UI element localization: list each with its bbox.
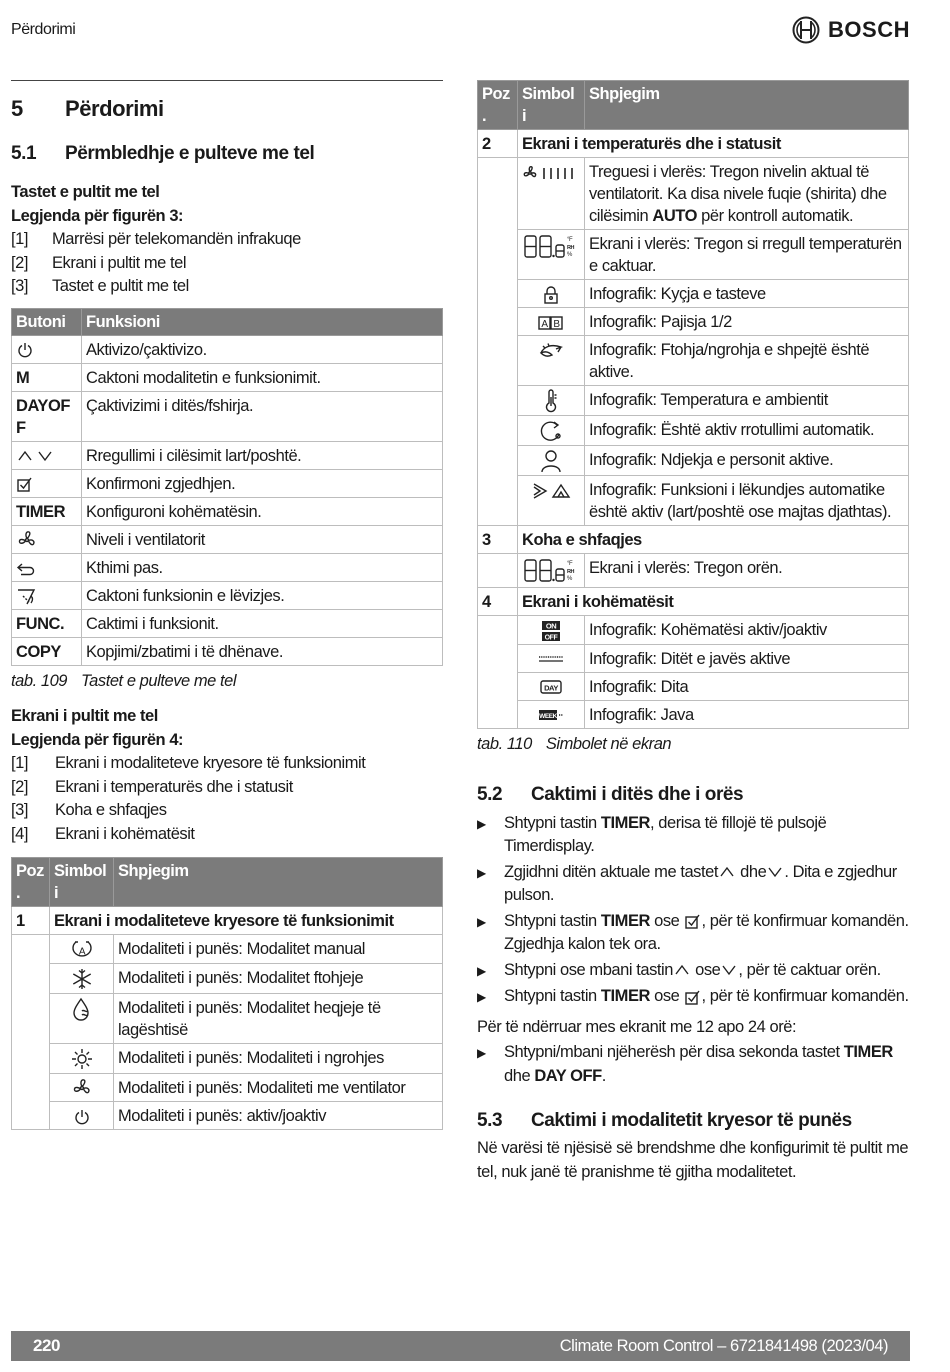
explanation-cell: Infografik: Funksioni i lëkundjes automatike është aktiv (lart/poshtë ose majtas djathtas). [585, 476, 909, 526]
function-cell: Rregullimi i cilësimit lart/poshtë. [82, 441, 443, 469]
thermometer-icon [543, 391, 559, 409]
explanation-cell: Infografik: Ditët e javës aktive [585, 644, 909, 672]
bullet-arrow-icon: ▶ [477, 990, 486, 1005]
left-column [11, 92, 443, 1130]
explanation-cell: Ekrani i vlerës: Tregon orën. [585, 554, 909, 588]
button-cell: FUNC. [12, 610, 82, 638]
bullet-text [504, 1041, 909, 1088]
text: , për të konfirmuar komandën. [701, 987, 909, 1006]
symbol-cell [518, 230, 585, 280]
back-arrow-icon [16, 559, 36, 577]
text: ose [690, 960, 721, 979]
right-column [477, 80, 909, 1184]
auto-mode-icon [70, 940, 94, 958]
instructions-list [477, 812, 909, 1010]
table-row [12, 963, 443, 993]
svg-text:WEEK: WEEK [539, 713, 557, 721]
explanation-cell: Modaliteti i punës: Modalitet ftohjeje [114, 963, 443, 993]
table-row [12, 391, 443, 441]
svg-text:B: B [553, 318, 560, 330]
display-legend [11, 752, 443, 846]
key-name: TIMER [843, 1043, 893, 1062]
bullet-text [504, 985, 909, 1010]
button-cell [12, 582, 82, 610]
button-cell: M [12, 363, 82, 391]
explanation-cell: Ekrani i vlerës: Tregon si rregull temperaturën e caktuar. [585, 230, 909, 280]
legend-item [11, 275, 443, 299]
seven-segment-display-icon [523, 237, 579, 258]
text: Shtypni tastin [504, 813, 601, 832]
keyword: AUTO [652, 207, 698, 225]
table-row [478, 280, 909, 308]
symbol-cell [518, 158, 585, 230]
position-cell: 2 [478, 130, 518, 158]
confirm-checkbox-icon [684, 912, 702, 930]
table-row [12, 441, 443, 469]
swing-icon [16, 587, 40, 605]
key-name: TIMER [600, 987, 650, 1006]
key-name: DAY OFF [534, 1066, 602, 1085]
text: dhe [504, 1066, 535, 1085]
bullet-arrow-icon: ▶ [477, 816, 486, 831]
svg-text:A: A [78, 946, 85, 958]
section-5-3-heading [477, 1106, 909, 1136]
bullet-arrow-icon: ▶ [477, 1046, 486, 1061]
text: , për të konfirmuar komandën. Zgjedhja kalon tek ora. [504, 911, 909, 954]
explanation-cell: Infografik: Kohëmatësi aktiv/joaktiv [585, 616, 909, 645]
text: Shtypni ose mbani tastin [504, 960, 673, 979]
seven-segment-display-icon [523, 561, 579, 582]
button-cell [12, 335, 82, 363]
position-blank [478, 476, 518, 526]
caption-label: tab. 109 [11, 672, 68, 691]
text: ose [650, 911, 684, 930]
button-label: DAYOF F [16, 396, 70, 437]
list-item [477, 959, 909, 984]
table-row [478, 336, 909, 386]
svg-text:ON: ON [545, 621, 557, 631]
caption-text: Tastet e pulteve me tel [81, 672, 237, 691]
bullet-arrow-icon: ▶ [477, 865, 486, 880]
button-cell [12, 391, 82, 441]
symbol-cell [518, 700, 585, 728]
bullet-arrow-icon: ▶ [477, 914, 486, 929]
function-cell: Caktoni modalitetin e funksionimit. [82, 363, 443, 391]
fan-icon [71, 1079, 93, 1097]
svg-text:°F: °F [567, 237, 573, 243]
button-cell: TIMER [12, 497, 82, 525]
symbols-table-part-1 [11, 857, 443, 1130]
legend-item [11, 752, 443, 776]
explanation-cell: Infografik: Temperatura e ambientit [585, 386, 909, 416]
text: . [601, 1066, 606, 1085]
position-blank [12, 993, 50, 1043]
day-icon [540, 678, 562, 696]
svg-text:A: A [541, 318, 548, 330]
text: , për të caktuar orën. [738, 960, 881, 979]
group-title: Ekrani i modaliteteve kryesore të funksionimit [50, 907, 443, 935]
legend-text: Tastet e pultit me tel [52, 277, 189, 295]
table-row [12, 554, 443, 582]
key-name: TIMER [600, 813, 650, 832]
table-row [12, 935, 443, 964]
section-title: Caktimi i modalitetit kryesor të punës [531, 1110, 852, 1132]
swing-flaps-icon [530, 481, 572, 499]
table-row [478, 416, 909, 446]
symbol-cell [50, 963, 114, 993]
legend-index: [1] [11, 754, 28, 773]
function-cell: Kopjimi/zbatimi i të dhënave. [82, 638, 443, 666]
explanation-cell: Modaliteti i punës: aktiv/joaktiv [114, 1102, 443, 1130]
svg-text:DAY: DAY [544, 683, 558, 693]
list-item [477, 812, 909, 859]
table-row [12, 610, 443, 638]
legend-index: [1] [11, 230, 28, 248]
text: Zgjidhni ditën aktuale me tastet [504, 862, 718, 881]
legend-index: [3] [11, 801, 28, 820]
symbol-cell [518, 616, 585, 645]
function-cell: Niveli i ventilatorit [82, 525, 443, 554]
bullet-text [504, 861, 909, 908]
bosch-armature-icon [792, 16, 820, 44]
section-number: 5.1 [11, 143, 37, 164]
symbol-cell [518, 416, 585, 446]
table-row [478, 476, 909, 526]
symbol-cell [518, 308, 585, 336]
legend-text: Koha e shfaqjes [55, 801, 167, 820]
keys-legend [11, 228, 443, 299]
symbol-cell [518, 554, 585, 588]
rotation-icon [539, 421, 563, 439]
up-inline-icon [718, 863, 736, 881]
position-cell: 3 [478, 526, 518, 554]
position-blank [478, 700, 518, 728]
legend-index: [3] [11, 277, 28, 295]
group-header-row [12, 907, 443, 935]
legend-item [11, 823, 443, 847]
footer-bar [11, 1331, 910, 1361]
table-header: Funksioni [82, 308, 443, 335]
explanation-cell: Infografik: Kyçja e tasteve [585, 280, 909, 308]
power-icon [73, 1107, 91, 1125]
turbo-icon [538, 341, 564, 359]
text: dhe [735, 862, 767, 881]
text: për kontroll automatik. [697, 207, 854, 225]
table-caption [477, 735, 909, 754]
display-legend-title: Legjenda për figurën 4: [11, 730, 184, 749]
svg-text:OFF: OFF [544, 634, 558, 642]
position-blank [478, 672, 518, 700]
table-header: Simbol i [518, 81, 585, 130]
group-title: Ekrani i kohëmatësit [518, 588, 909, 616]
table-row [12, 525, 443, 554]
table-row [478, 672, 909, 700]
bullet-text [504, 959, 881, 984]
button-cell [12, 525, 82, 554]
on-off-icon [541, 621, 561, 642]
svg-text:%: % [567, 576, 572, 582]
legend-index: [2] [11, 253, 28, 272]
fan-icon [16, 531, 38, 549]
legend-item [11, 252, 443, 276]
legend-text: Ekrani i temperaturës dhe i statusit [55, 777, 293, 796]
explanation-cell: Infografik: Java [585, 700, 909, 728]
table-header: Poz . [478, 81, 518, 130]
bullet-arrow-icon: ▶ [477, 963, 486, 978]
legend-text: Ekrani i kohëmatësit [55, 824, 195, 843]
symbol-cell [50, 1043, 114, 1073]
legend-index: [4] [11, 824, 28, 843]
keys-heading: Tastet e pultit me tel [11, 183, 160, 201]
key-lock-icon [542, 285, 560, 303]
buttons-table [11, 308, 443, 667]
table-row [12, 1073, 443, 1102]
down-inline-icon [766, 863, 784, 881]
table-row [12, 1043, 443, 1073]
position-blank [478, 308, 518, 336]
symbol-cell [518, 386, 585, 416]
legend-text: Marrësi për telekomandën infrakuqe [52, 230, 301, 248]
header-divider [11, 80, 443, 81]
text: , derisa të fillojë të pulsojë Timerdisplay. [504, 813, 827, 856]
table-row [478, 158, 909, 230]
section-number: 5.3 [477, 1110, 503, 1132]
weekdays-icon [538, 650, 564, 668]
caption-text: Simbolet në ekran [545, 734, 672, 753]
symbol-cell [518, 644, 585, 672]
confirm-checkbox-icon [16, 475, 34, 493]
function-cell: Çaktivizimi i ditës/fshirja. [82, 391, 443, 441]
button-cell: COPY [12, 638, 82, 666]
fan-level-bars-icon [522, 163, 580, 181]
table-header: Shpjegim [114, 858, 443, 907]
dehumidify-drop-icon [71, 1000, 93, 1018]
table-row [12, 335, 443, 363]
symbol-cell [518, 280, 585, 308]
page-number: 220 [33, 1336, 61, 1355]
button-cell [12, 469, 82, 497]
explanation-cell: Infografik: Pajisja 1/2 [585, 308, 909, 336]
table-row [478, 386, 909, 416]
svg-text:°F: °F [567, 561, 573, 567]
group-header-row [478, 588, 909, 616]
text: . Dita e zgjedhur pulson. [504, 862, 897, 905]
legend-text: Ekrani i pultit me tel [52, 253, 187, 272]
section-5-3-text: Në varësi të njësisë së brendshme dhe konfigurimit të pultit me tel, nuk janë të pranishme të gjitha modalitetet. [477, 1139, 909, 1181]
position-blank [478, 554, 518, 588]
bullet-text [504, 812, 909, 859]
function-cell: Caktimi i funksionit. [82, 610, 443, 638]
table-row [12, 993, 443, 1043]
text: Shtypni/mbani njëherësh për disa sekonda tastet [504, 1043, 844, 1062]
position-blank [478, 446, 518, 476]
table-row [478, 446, 909, 476]
symbol-cell [50, 1102, 114, 1130]
position-blank [12, 1043, 50, 1073]
position-blank [12, 1102, 50, 1130]
function-cell: Konfiguroni kohëmatësin. [82, 497, 443, 525]
table-row [12, 469, 443, 497]
position-blank [478, 416, 518, 446]
table-row [12, 497, 443, 525]
position-blank [12, 935, 50, 964]
keys-legend-title: Legjenda për figurën 3: [11, 206, 184, 225]
text: Shtypni tastin [504, 987, 601, 1006]
position-blank [12, 1073, 50, 1102]
table-row [12, 1102, 443, 1130]
document-id: Climate Room Control – 6721841498 (2023/04) [559, 1336, 888, 1355]
position-blank [478, 230, 518, 280]
table-header: Shpjegim [585, 81, 909, 130]
bosch-logo [792, 16, 910, 44]
confirm-checkbox-icon [684, 987, 702, 1005]
symbols-table-part-2 [477, 80, 909, 729]
position-blank [478, 280, 518, 308]
table-row [478, 554, 909, 588]
key-name: TIMER [600, 911, 650, 930]
list-item [477, 861, 909, 908]
power-icon [16, 341, 34, 359]
caption-label: tab. 110 [477, 734, 532, 753]
legend-item [11, 228, 443, 252]
symbol-cell [50, 935, 114, 964]
position-blank [478, 158, 518, 230]
text: Treguesi i vlerës: Tregon nivelin aktual të ventilatorit. Ka disa nivele fuqie (shirita) dhe cilësimin [589, 163, 887, 225]
legend-text: Ekrani i modaliteteve kryesore të funksionimit [55, 754, 366, 773]
table-row [478, 700, 909, 728]
position-blank [12, 963, 50, 993]
table-row [12, 363, 443, 391]
table-row [12, 638, 443, 666]
table-header: Butoni [12, 308, 82, 335]
sun-icon [70, 1049, 94, 1067]
explanation-cell: Modaliteti i punës: Modalitet manual [114, 935, 443, 964]
legend-index: [2] [11, 777, 28, 796]
display-heading: Ekrani i pultit me tel [11, 707, 158, 726]
explanation-cell: Infografik: Ndjekja e personit aktive. [585, 446, 909, 476]
position-cell: 4 [478, 588, 518, 616]
position-blank [478, 386, 518, 416]
list-item [477, 1041, 909, 1088]
group-header-row [478, 526, 909, 554]
person-icon [539, 451, 563, 469]
text: Shtypni tastin [504, 911, 601, 930]
bullet-text [504, 910, 909, 957]
symbol-cell [50, 993, 114, 1043]
function-cell: Kthimi pas. [82, 554, 443, 582]
table-header: Poz . [12, 858, 50, 907]
svg-text:RH: RH [567, 245, 575, 251]
svg-text:%: % [567, 252, 572, 258]
symbol-cell [50, 1073, 114, 1102]
explanation-cell: Infografik: Është aktiv rrotullimi automatik. [585, 416, 909, 446]
symbol-cell [518, 476, 585, 526]
explanation-cell: Infografik: Dita [585, 672, 909, 700]
section-title: Përdorimi [65, 96, 164, 121]
legend-item [11, 799, 443, 823]
group-title: Koha e shfaqjes [518, 526, 909, 554]
device-ab-icon [538, 313, 564, 331]
up-inline-icon [673, 961, 691, 979]
section-number: 5.2 [477, 783, 503, 805]
function-cell: Aktivizo/çaktivizo. [82, 335, 443, 363]
list-item [477, 910, 909, 957]
legend-item [11, 776, 443, 800]
section-5-1-heading [11, 139, 443, 169]
list-item [477, 985, 909, 1010]
week-icon [538, 706, 564, 724]
button-cell [12, 554, 82, 582]
explanation-cell: Modaliteti i punës: Modaliteti me ventilator [114, 1073, 443, 1102]
text: ose [650, 987, 684, 1006]
down-inline-icon [720, 961, 738, 979]
table-row [478, 616, 909, 645]
table-header: Simbol i [50, 858, 114, 907]
running-header: Përdorimi [11, 21, 76, 38]
table-caption [11, 672, 443, 691]
symbol-cell [518, 672, 585, 700]
table-row [478, 644, 909, 672]
table-row [12, 582, 443, 610]
section-title: Caktimi i ditës dhe i orës [531, 783, 744, 805]
table-row [478, 308, 909, 336]
position-blank [478, 644, 518, 672]
group-title: Ekrani i temperaturës dhe i statusit [518, 130, 909, 158]
button-cell [12, 441, 82, 469]
symbol-cell [518, 446, 585, 476]
section-title: Përmbledhje e pulteve me tel [65, 143, 315, 164]
format-note: Për të ndërruar mes ekranit me 12 apo 24 orë: [477, 1017, 797, 1036]
section-5-2-heading [477, 780, 909, 810]
svg-text:RH: RH [567, 569, 575, 575]
section-5-heading [11, 92, 443, 126]
explanation-cell: Modaliteti i punës: Modaliteti i ngrohjes [114, 1043, 443, 1073]
symbol-cell [518, 336, 585, 386]
snowflake-icon [70, 969, 94, 987]
brand-name: BOSCH [828, 17, 910, 42]
group-header-row [478, 130, 909, 158]
explanation-cell [585, 158, 909, 230]
explanation-cell: Infografik: Ftohja/ngrohja e shpejtë është aktive. [585, 336, 909, 386]
position-blank [478, 616, 518, 645]
table-row [478, 230, 909, 280]
explanation-cell: Modaliteti i punës: Modalitet heqjeje të lagështisë [114, 993, 443, 1043]
position-cell: 1 [12, 907, 50, 935]
up-down-icon [16, 447, 58, 465]
function-cell: Konfirmoni zgjedhjen. [82, 469, 443, 497]
section-number: 5 [11, 96, 23, 121]
function-cell: Caktoni funksionin e lëvizjes. [82, 582, 443, 610]
position-blank [478, 336, 518, 386]
